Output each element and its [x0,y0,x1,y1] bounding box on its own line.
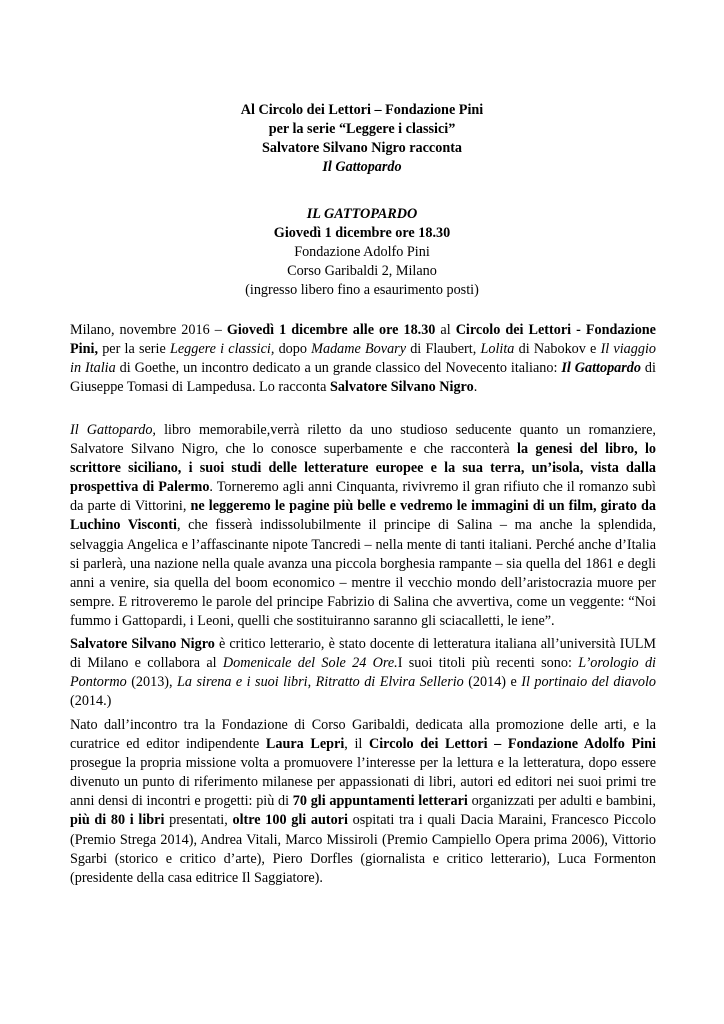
text-italic: Domenicale del Sole 24 Ore. [222,655,398,672]
text: (2013), [126,674,178,691]
text-bold: Salvatore Silvano Nigro [70,636,215,652]
text-bold: Circolo dei Lettori - Fondazione Pini, [70,322,656,358]
header-line-speaker: Salvatore Silvano Nigro racconta [261,140,463,156]
text-italic: Lolita [480,341,515,358]
text: di Goethe, un incontro dedicato a un grande classico del Novecento italiano: [115,360,562,377]
header-block [0,101,724,177]
header-line-venue: Al Circolo dei Lettori – Fondazione Pini [240,102,484,118]
text: , che fisserà indissolubilmente il principe di Salina – ma anche la splendida, selvaggia Angelica e l’affascinante nipote Tancredi – nella mente di tanti italiani. Perché anche d’Italia si parlerà, una nazione nella quale avanza una piccola borghesia rampante – sia quella del 1861 e degli anni a venire, sia quella del boom economico – mentre il vecchio mondo dell’aristocrazia muore per sempre. E ritroveremo le parole del principe Fabrizio di Salina che avvertiva, come un veggente: “Noi fummo i Gattopardi, i Leoni, quelli che sostituiranno saranno gli sciacalletti, le iene”. [70,517,656,629]
event-block [0,205,724,300]
text-bold: Salvatore Silvano Nigro [329,379,474,396]
text-bold: più di 80 i libri [70,812,165,829]
text: . [473,379,478,396]
text-italic: Ritratto di Elvira Sellerio [315,674,464,691]
text-bold: la genesi del libro, lo scrittore siciliano, i suoi studi delle letterature europee e la sua terra, un’isola, vista dalla prospettiva di Palermo [70,441,656,496]
text-italic: Leggere i classici, [169,341,275,358]
paragraph-intro [70,321,656,397]
text: per la serie [98,341,170,358]
event-title: IL GATTOPARDO [306,206,418,222]
header-line-series: per la serie “Leggere i classici” [268,121,456,137]
text: al [435,322,456,338]
text-italic: L’orologio di Pontormo [70,655,656,691]
text: ospitati tra i quali Dacia Maraini, Francesco Piccolo (Premio Strega 2014), Andrea Vitali, Marco Missiroli (Premio Campiello Opera prima 2006), Vittorio Sgarbi (storico e critico d’arte), Piero Dorfles (giornalista e critico letterario), Luca Formenton (presidente della casa editrice Il Saggiatore). [70,812,656,886]
text-italic: La sirena e i suoi libri [177,674,308,691]
text-italic: Madame Bovary [311,341,406,358]
text-bold-italic: Il Gattopardo [561,360,641,377]
text-bold: 70 gli appuntamenti letterari [292,793,468,810]
text: prosegue la propria missione volta a promuovere l’interesse per la lettura e la letteratura, dopo essere divenuto un punto di riferimento milanese per appassionati di libri, autori ed editori nei suoi primi tre anni densi di incontri e progetti: più di [70,755,656,810]
event-datetime: Giovedì 1 dicembre ore 18.30 [273,225,451,241]
text: Milano, novembre 2016 – [70,322,227,338]
text: di Nabokov e [514,341,601,358]
text: libro memorabile,verrà riletto da uno studioso seducente quanto un romanziere, Salvatore Silvano Nigro, che lo conosce superbamente e che racconterà [70,422,656,458]
text-italic: Il portinaio del diavolo [521,674,656,691]
text: di Giuseppe Tomasi di Lampedusa. Lo racconta [70,360,656,396]
text: Nato dall’incontro tra la Fondazione di Corso Garibaldi, dedicata alla promozione delle arti, e la curatrice ed editor indipendente [70,717,656,753]
paragraph-biography [70,635,656,711]
text: è critico letterario, è stato docente di letteratura italiana all’università IULM di Milano e collabora al [70,636,656,672]
paragraph-description [70,421,656,631]
text-italic: Il viaggio in Italia [70,341,656,377]
text-italic: Il Gattopardo, [70,422,156,438]
header-line-book: Il Gattopardo [322,159,402,175]
text: organizzati per adulti e bambini, [467,793,656,810]
text: I suoi titoli più recenti sono: [397,655,579,672]
text: (2014) e [463,674,522,691]
text: dopo [274,341,312,358]
event-note: (ingresso libero fino a esaurimento posti) [245,282,479,298]
event-venue: Fondazione Adolfo Pini [294,244,430,260]
event-address: Corso Garibaldi 2, Milano [287,263,437,279]
text: presentati, [164,812,233,829]
text: . Torneremo agli anni Cinquanta, rivivremo il gran rifiuto che il romanzo subì da parte di Vittorini, [70,479,657,515]
text-bold: oltre 100 gli autori [232,812,348,829]
text: (2014.) [70,693,112,710]
text-bold: Giovedì 1 dicembre alle ore 18.30 [226,322,436,338]
text: , [307,674,316,691]
text-bold: ne leggeremo le pagine più belle e vedremo le immagini di un film, girato da Luchino Visconti [70,498,656,534]
text: di Flaubert, [406,341,481,358]
paragraph-about-circolo [70,716,656,888]
text: , il [344,736,369,753]
text-bold: Laura Lepri [265,736,345,753]
text-bold: Circolo dei Lettori – Fondazione Adolfo Pini [368,736,656,753]
